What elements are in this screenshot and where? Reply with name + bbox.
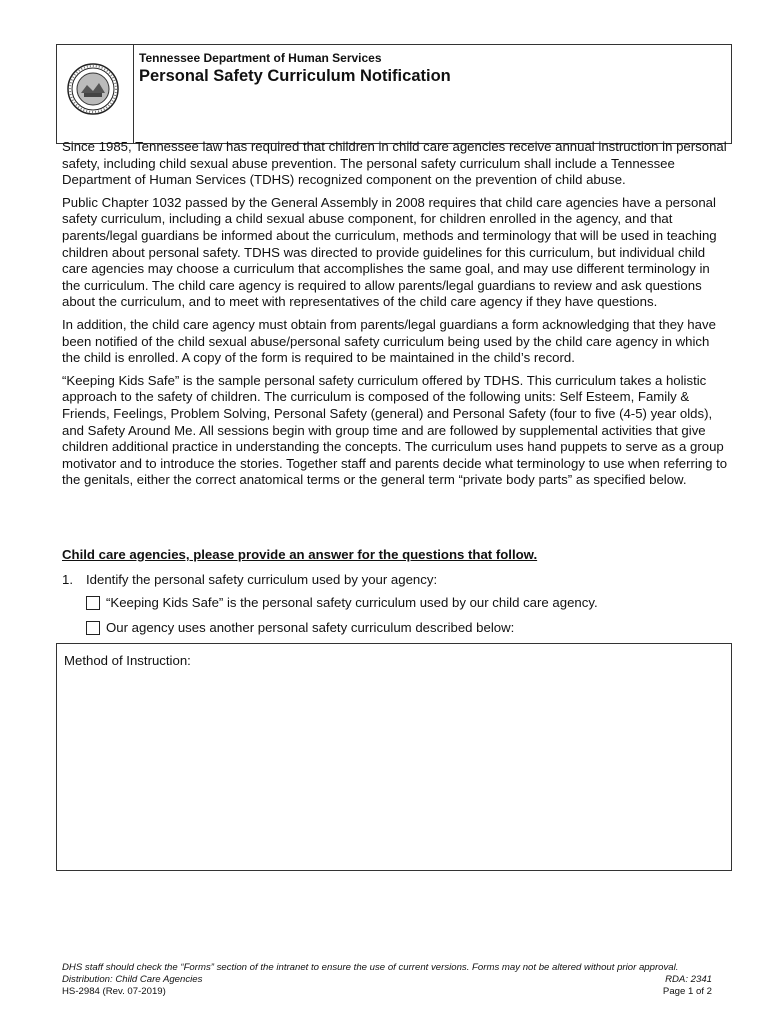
option-label: Our agency uses another personal safety curriculum described below: xyxy=(106,620,515,635)
footer-id-row xyxy=(62,986,712,998)
paragraph: Public Chapter 1032 passed by the General Assembly in 2008 requires that child care agencies have a personal safety curriculum, including a child sexual abuse component, for children enrolled in the agency, and that parents/legal guardians be informed about the curriculum, methods and terminology that will be used in teaching children about personal safety. TDHS was directed to provide guidelines for this curriculum, but individual child care agencies may choose a curriculum that accomplishes the same goal, and may use different terminology in the curriculum. The child care agency is required to allow parents/legal guardians to review and ask questions about the curriculum, and to meet with representatives of the child care agency if they have questions. xyxy=(62,194,717,310)
question-text: Identify the personal safety curriculum used by your agency: xyxy=(86,572,438,587)
question-1 xyxy=(62,572,437,587)
option-other-curriculum[interactable] xyxy=(86,620,514,635)
footer-distribution-row xyxy=(62,974,712,986)
footer-form-id: HS-2984 (Rev. 07-2019) xyxy=(62,986,166,997)
footer-rda: RDA: 2341 xyxy=(665,974,712,985)
footer-distribution: Distribution: Child Care Agencies xyxy=(62,974,203,985)
footer-page-number: Page 1 of 2 xyxy=(662,986,712,997)
paragraph: Since 1985, Tennessee law has required that children in child care agencies receive annual instruction in personal safety, including child sexual abuse prevention. The personal safety curriculum shall include a Tennessee Department of Human Services (TDHS) recognized component on the prevention of child abuse. xyxy=(62,139,727,188)
header-agency: Tennessee Department of Human Services xyxy=(139,51,382,65)
paragraph: In addition, the child care agency must obtain from parents/legal guardians a form acknowledging that they have been notified of the child sexual abuse/personal safety curriculum being used by the child care agency in which the child is enrolled. A copy of the form is required to be maintained in the child’s record. xyxy=(62,316,716,366)
header-box xyxy=(56,44,732,144)
checkbox-keeping-kids-safe[interactable] xyxy=(86,596,100,610)
instructions-heading: Child care agencies, please provide an answer for the questions that follow. xyxy=(62,547,538,562)
option-label: “Keeping Kids Safe” is the personal safety curriculum used by our child care agency. xyxy=(106,595,598,610)
page-title: Personal Safety Curriculum Notification xyxy=(139,67,451,85)
question-number: 1. xyxy=(62,572,73,587)
footer-note: DHS staff should check the “Forms” section of the intranet to ensure the use of current versions. Forms may not be altered without prior approval. xyxy=(62,962,679,973)
method-label: Method of Instruction: xyxy=(64,653,191,668)
option-keeping-kids-safe[interactable] xyxy=(86,595,598,610)
paragraph: “Keeping Kids Safe” is the sample personal safety curriculum offered by TDHS. This curriculum takes a holistic approach to the safety of children. The curriculum is composed of the following units: Self Esteem, Family & Friends, Feelings, Problem Solving, Personal Safety (general) and Personal Safety (four to five (4-5) year olds), and Safety Around Me. All sessions begin with group time and are followed by supplemental activities that give children additional practice in understanding the concepts. The curriculum uses hand puppets to serve as a group motivator and to introduce the stories. Together staff and parents decide what terminology to use when referring to the genitals, either the correct anatomical terms or the general term “private body parts” as specified below. xyxy=(62,372,728,488)
body-text xyxy=(62,139,728,495)
state-seal-icon xyxy=(67,63,119,115)
method-of-instruction-field[interactable] xyxy=(56,643,732,871)
seal-cell xyxy=(57,45,134,143)
checkbox-other-curriculum[interactable] xyxy=(86,621,100,635)
